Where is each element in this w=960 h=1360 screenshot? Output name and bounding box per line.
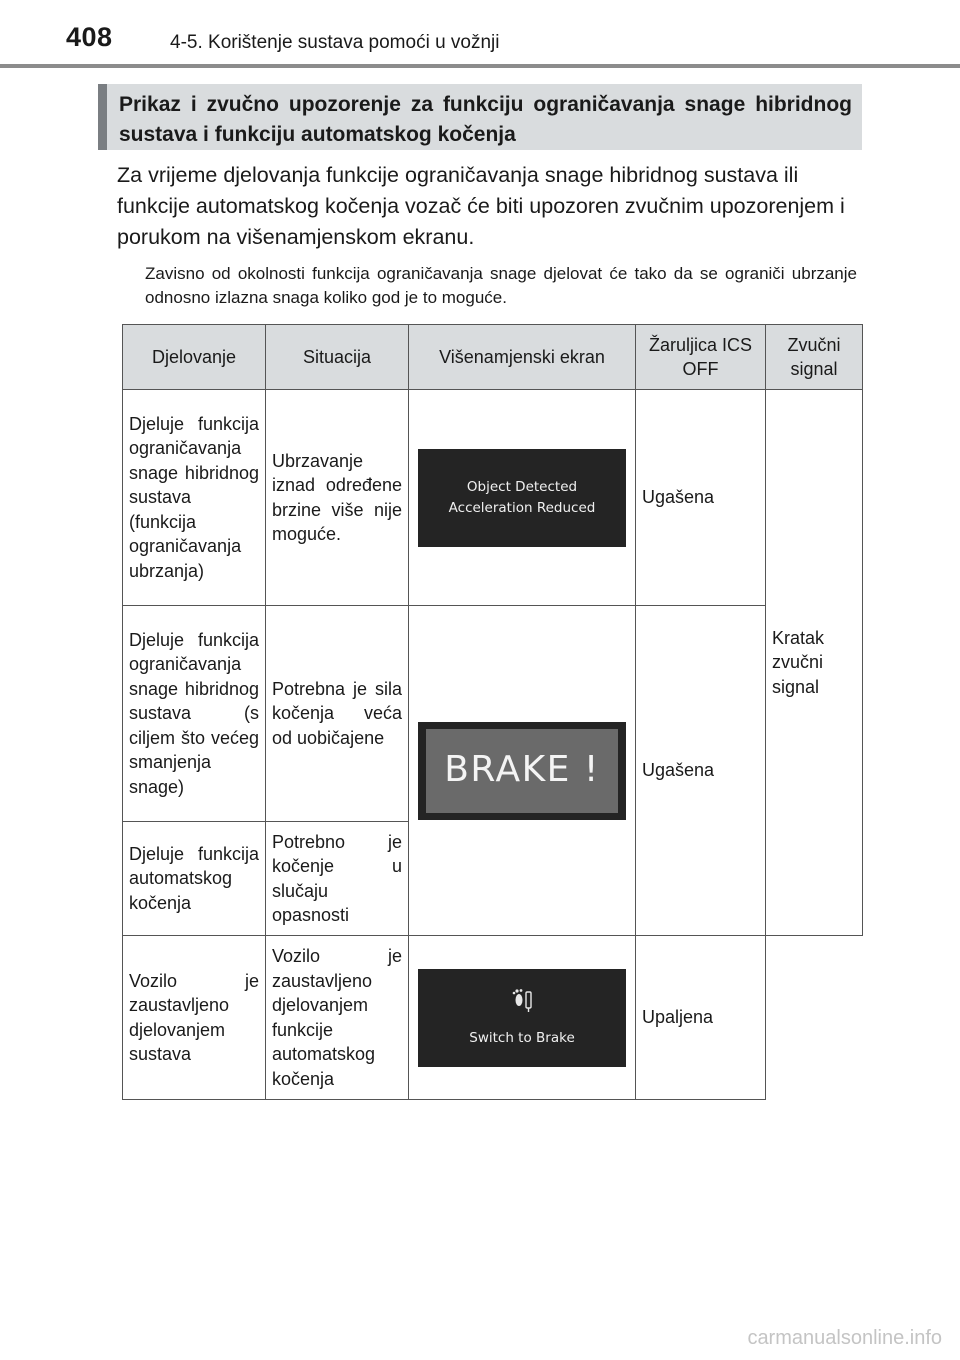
table-row	[123, 936, 863, 1100]
section-title: Prikaz i zvučno upozorenje za funkciju ograničavanja snage hibridnog sustava i funkciju automatskog kočenja	[119, 93, 852, 146]
lamp-cell: Upaljena	[636, 936, 766, 1100]
situation-cell: Ubrzavanje iznad određene brzine više nije moguće.	[266, 390, 409, 606]
page-number: 408	[66, 22, 113, 52]
operation-cell: Djeluje funkcija automatskog kočenja	[123, 822, 266, 936]
note-paragraph: Zavisno od okolnosti funkcija ograničavanja snage djelovat će tako da se ograniči ubrzanje odnosno izlazna snaga koliko god je to moguće.	[145, 264, 857, 307]
operation-cell: Djeluje funkcija ograničavanja snage hibridnog sustava (s ciljem što većeg smanjenja snage)	[123, 606, 266, 822]
table-header-row	[123, 325, 863, 390]
header-operation: Djelovanje	[123, 325, 266, 390]
brake-warning-text: BRAKE !	[426, 729, 618, 813]
watermark: carmanualsonline.info	[747, 1327, 942, 1349]
display-text-line: Object Detected	[466, 478, 578, 495]
display-screen-brake	[418, 722, 626, 820]
header-sound: Zvučni signal	[766, 325, 863, 390]
sound-cell: Kratak zvučni signal	[766, 390, 863, 936]
header-ics-off-lamp: Žaruljica ICS OFF	[636, 325, 766, 390]
header-situation: Situacija	[266, 325, 409, 390]
section-heading-box	[98, 84, 862, 150]
operation-cell: Djeluje funkcija ograničavanja snage hibridnog sustava (funkcija ograničavanja ubrzanja)	[123, 390, 266, 606]
display-screen-acceleration-reduced	[418, 449, 626, 547]
table-row	[123, 606, 863, 822]
warning-table	[122, 324, 863, 1100]
situation-cell: Potrebno je kočenje u slučaju opasnosti	[266, 822, 409, 936]
lamp-cell: Ugašena	[636, 606, 766, 936]
display-cell	[409, 936, 636, 1100]
display-text-line: Acceleration Reduced	[448, 499, 596, 516]
intro-paragraph: Za vrijeme djelovanja funkcije ograničavanja snage hibridnog sustava ili funkcije automatskog kočenja vozač će biti upozoren zvučnim upozorenjem i porukom na višenamjenskom ekranu.	[117, 163, 845, 249]
operation-cell: Vozilo je zaustavljeno djelovanjem sustava	[123, 936, 266, 1100]
display-text-line: Switch to Brake	[469, 1030, 575, 1047]
display-cell	[409, 390, 636, 606]
header-display: Višenamjenski ekran	[409, 325, 636, 390]
chapter-title: 4-5. Korištenje sustava pomoći u vožnji	[170, 32, 500, 53]
display-cell	[409, 606, 636, 936]
situation-cell: Potrebna je sila kočenja veća od uobičajene	[266, 606, 409, 822]
display-screen-switch-to-brake	[418, 969, 626, 1067]
table-row	[123, 390, 863, 606]
foot-on-brake-icon	[507, 984, 537, 1014]
lamp-cell: Ugašena	[636, 390, 766, 606]
header-rule	[0, 64, 960, 68]
page-header	[0, 0, 960, 66]
situation-cell: Vozilo je zaustavljeno djelovanjem funkcije automatskog kočenja	[266, 936, 409, 1100]
